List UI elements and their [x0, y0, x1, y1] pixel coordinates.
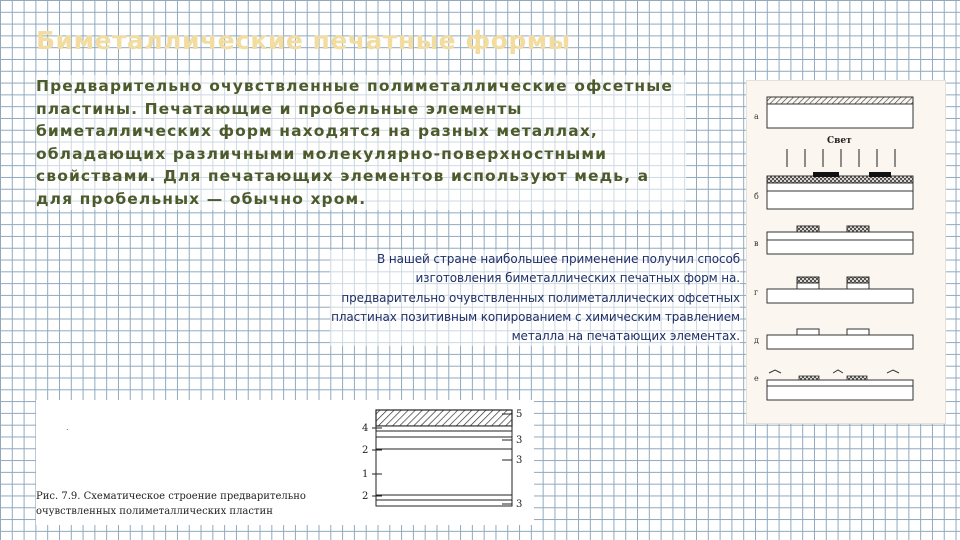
slide-title: Биметаллические печатные формы [36, 26, 571, 55]
process-steps-figure [746, 80, 946, 424]
step-e [754, 370, 913, 400]
process-steps-diagram [747, 81, 945, 423]
step-label-g: г [754, 288, 759, 297]
svg-text:.: . [66, 423, 69, 432]
step-label-e: е [754, 374, 759, 383]
light-arrows [787, 149, 895, 167]
intro-paragraph: Предварительно очувствленные полиметаллические офсетные пластины. Печатающие и пробельные элементы биметаллических форм находятся на разных металлах, обладающих различными молекулярно-поверхностными свойствами. Для печатающих элементов используют медь, а для пробельных — обычно хром. [36, 75, 686, 210]
label-right-3a: 3 [516, 435, 523, 446]
label-left-2a: 2 [362, 445, 369, 456]
step-a [754, 97, 913, 128]
label-right-3c: 3 [516, 499, 523, 510]
body-paragraph: В нашей стране наибольшее применение получил способ изготовления биметаллических печатных форм на. предварительно очувствленных полиметаллических офсетных пластинах позитивным копированием с химическим травлением металла на печатающих элементах. [330, 250, 740, 346]
step-g [754, 277, 913, 303]
label-right-5: 5 [516, 409, 523, 420]
label-left-4: 4 [362, 423, 369, 434]
step-label-v: в [754, 239, 759, 248]
step-b [754, 172, 913, 209]
step-label-d: д [754, 336, 759, 345]
step-label-b: б [754, 192, 759, 201]
step-label-a: а [754, 112, 759, 121]
plate-structure-figure [36, 400, 534, 525]
step-v [754, 226, 913, 254]
label-left-1: 1 [362, 469, 369, 480]
light-label: Свет [827, 136, 852, 146]
step-d [754, 329, 913, 349]
label-left-2b: 2 [362, 491, 369, 502]
label-right-3b: 3 [516, 455, 523, 466]
figure-caption: Рис. 7.9. Схематическое строение предварительно очувствленных полиметаллических пластин [36, 491, 306, 517]
